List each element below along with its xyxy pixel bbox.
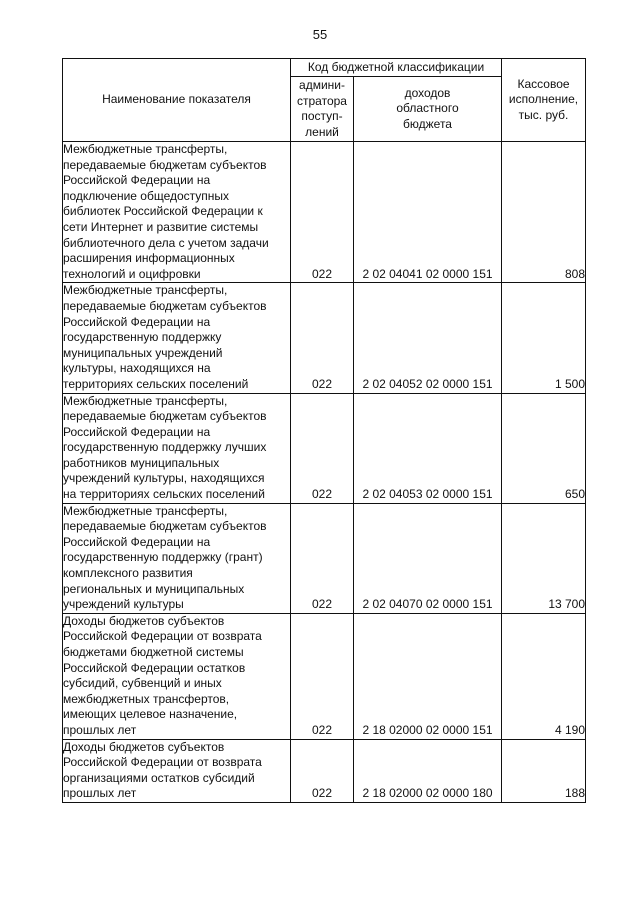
budget-table <box>62 58 586 803</box>
row-name: Доходы бюджетов субъектов Российской Федерации от возврата организациями остатков субсидий прошлых лет <box>63 739 262 801</box>
row-admin: 022 <box>291 283 354 393</box>
header-income <box>354 77 502 142</box>
row-name-cell <box>63 283 291 393</box>
row-name: Межбюджетные трансферты, передаваемые бюджетам субъектов Российской Федерации на государственную поддержку лучших работников муниципальных учреждений культуры, находящихся на территориях сельских поселений <box>63 393 267 502</box>
row-name: Межбюджетные трансферты, передаваемые бюджетам субъектов Российской Федерации на подключение общедоступных библиотек Российской Федерации к сети Интернет и развитие системы библиотечного дела с учетом задачи расширения информационных технологий и оцифровки <box>63 142 269 281</box>
header-admin <box>291 77 354 142</box>
row-code: 2 02 04041 02 0000 151 <box>354 142 502 283</box>
header-row-top <box>63 59 586 77</box>
page-number: 55 <box>312 27 328 42</box>
header-code-group: Код бюджетной классификации <box>291 59 502 77</box>
row-name: Межбюджетные трансферты, передаваемые бюджетам субъектов Российской Федерации на государственную поддержку (грант) комплексного развития региональных и муниципальных учреждений культуры <box>63 503 267 612</box>
row-admin: 022 <box>291 503 354 613</box>
row-amount: 808 <box>502 142 586 283</box>
row-name-cell <box>63 393 291 503</box>
row-code: 2 02 04052 02 0000 151 <box>354 283 502 393</box>
table-row <box>63 142 586 283</box>
row-name-cell <box>63 142 291 283</box>
row-amount: 650 <box>502 393 586 503</box>
row-name-cell <box>63 739 291 802</box>
row-name-cell <box>63 503 291 613</box>
table-row <box>63 613 586 739</box>
row-admin: 022 <box>291 613 354 739</box>
header-name: Наименование показателя <box>63 59 291 142</box>
row-amount: 1 500 <box>502 283 586 393</box>
header-exec-text: Кассовое исполнение, тыс. руб. <box>508 76 579 122</box>
header-income-text: доходов областного бюджета <box>396 85 459 131</box>
table-row <box>63 393 586 503</box>
row-admin: 022 <box>291 142 354 283</box>
table-row <box>63 503 586 613</box>
row-code: 2 18 02000 02 0000 151 <box>354 613 502 739</box>
header-exec <box>502 59 586 142</box>
header-admin-text: админи- стратора поступ- лений <box>297 77 347 139</box>
row-code: 2 02 04053 02 0000 151 <box>354 393 502 503</box>
row-admin: 022 <box>291 739 354 802</box>
row-name: Межбюджетные трансферты, передаваемые бюджетам субъектов Российской Федерации на государственную поддержку муниципальных учреждений культуры, находящихся на территориях сельских поселений <box>63 283 267 391</box>
row-code: 2 18 02000 02 0000 180 <box>354 739 502 802</box>
row-name-cell <box>63 613 291 739</box>
row-amount: 4 190 <box>502 613 586 739</box>
row-admin: 022 <box>291 393 354 503</box>
table-row <box>63 283 586 393</box>
row-amount: 13 700 <box>502 503 586 613</box>
table-row <box>63 739 586 802</box>
row-amount: 188 <box>502 739 586 802</box>
row-code: 2 02 04070 02 0000 151 <box>354 503 502 613</box>
row-name: Доходы бюджетов субъектов Российской Федерации от возврата бюджетами бюджетной системы Российской Федерации остатков субсидий, субвенций и иных межбюджетных трансфертов, имеющих целевое назначение, прошлых лет <box>63 613 262 737</box>
